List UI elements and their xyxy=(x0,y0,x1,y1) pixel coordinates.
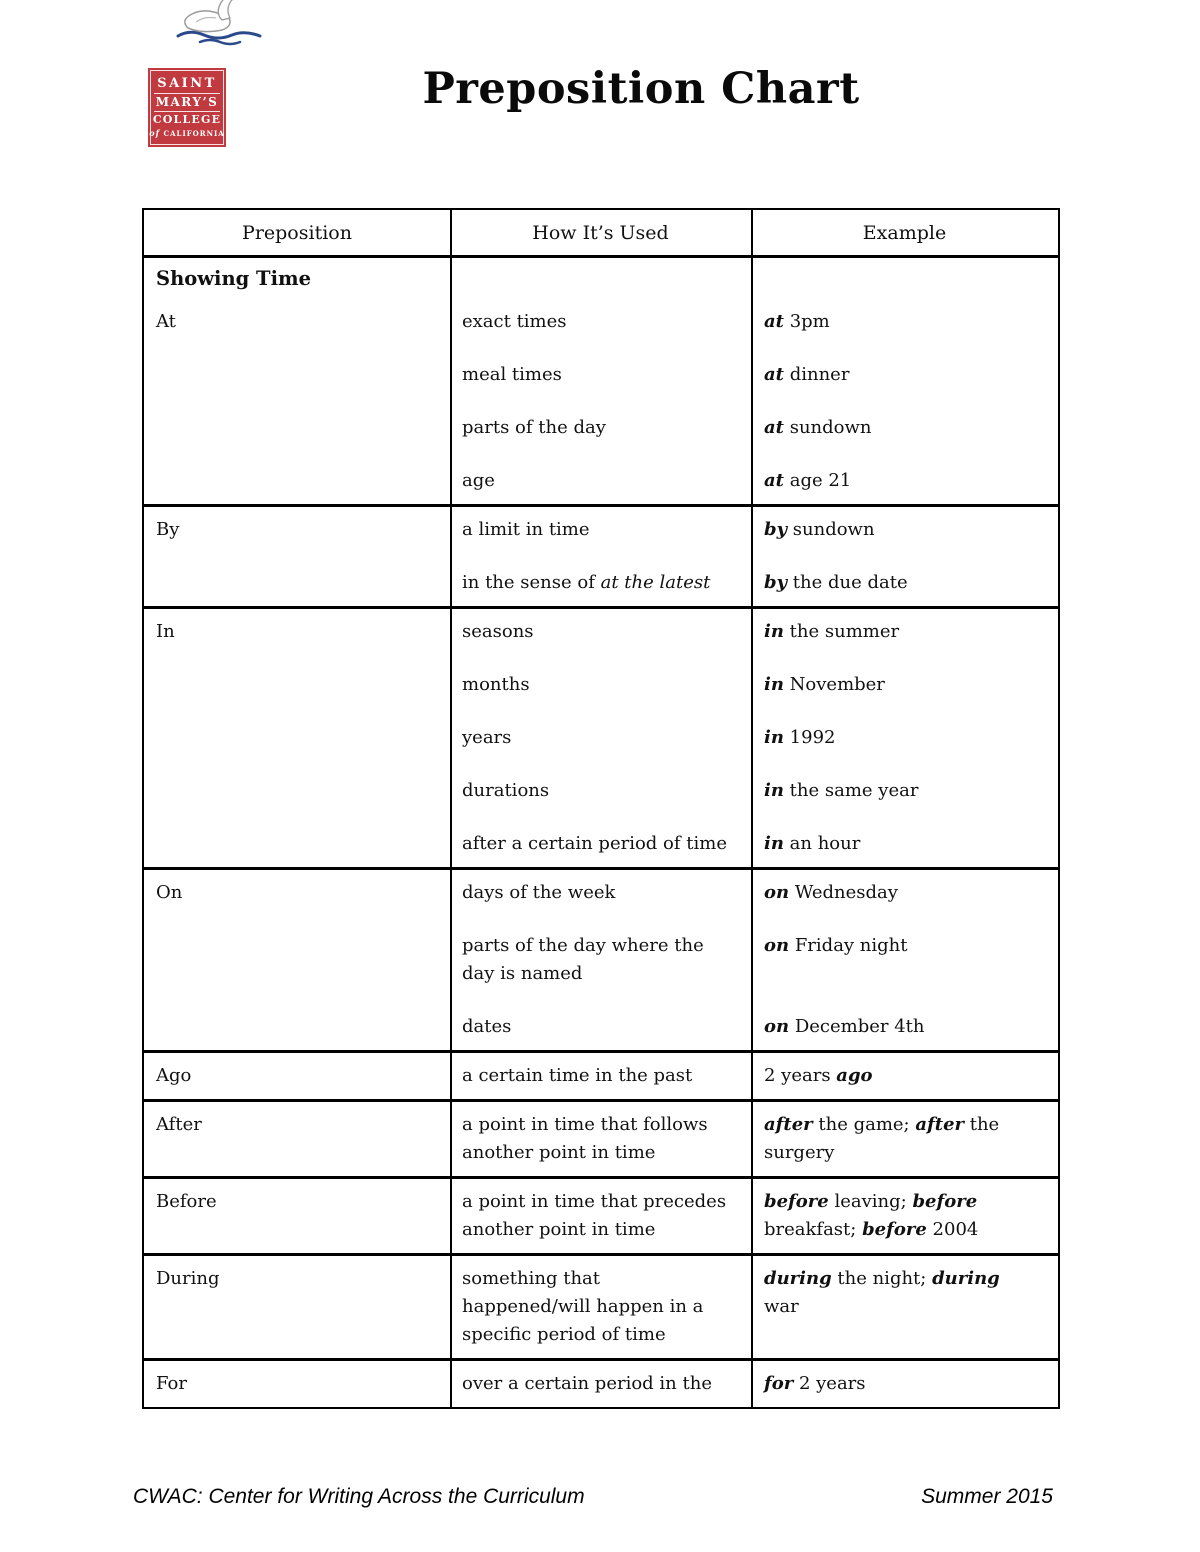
usage-example-pair xyxy=(450,879,1058,907)
preposition-emphasis: in xyxy=(764,780,784,801)
table-row xyxy=(144,1099,1058,1176)
preposition-emphasis: ago xyxy=(836,1065,873,1086)
italic-phrase: at the latest xyxy=(600,572,711,593)
column-divider xyxy=(751,870,753,1050)
text-segment: surgery xyxy=(764,1142,835,1163)
text-segment: dates xyxy=(462,1016,512,1037)
preposition-emphasis: on xyxy=(764,1016,790,1037)
preposition-emphasis: during xyxy=(932,1268,1000,1289)
text-segment: days of the week xyxy=(462,882,616,903)
column-divider xyxy=(751,299,753,504)
column-divider xyxy=(751,258,753,299)
preposition-cell: For xyxy=(156,1373,187,1394)
table-rows xyxy=(144,299,1058,1407)
text-segment: age xyxy=(462,470,495,491)
preposition-emphasis: on xyxy=(764,935,790,956)
example-cell xyxy=(751,1188,1058,1244)
preposition-emphasis: during xyxy=(764,1268,832,1289)
example-cell xyxy=(751,414,1058,442)
example-line xyxy=(764,618,1050,646)
example-line xyxy=(764,1188,1050,1216)
usage-example-pair xyxy=(450,932,1058,988)
example-line xyxy=(764,516,1050,544)
preposition-emphasis: at xyxy=(764,311,784,332)
usage-cell xyxy=(450,724,751,752)
example-cell xyxy=(751,361,1058,389)
usage-line xyxy=(462,467,743,495)
example-cell xyxy=(751,467,1058,495)
usage-example-pair xyxy=(450,361,1058,389)
logo-text-college: COLLEGE xyxy=(152,112,222,126)
example-line xyxy=(764,1062,1050,1090)
example-line xyxy=(764,879,1050,907)
text-segment: years xyxy=(462,727,512,748)
text-segment: Friday night xyxy=(789,935,908,956)
table-row xyxy=(144,1176,1058,1253)
page-title: Preposition Chart xyxy=(422,64,860,114)
example-line xyxy=(764,569,1050,597)
preposition-cell: On xyxy=(156,882,183,903)
usage-cell xyxy=(450,777,751,805)
example-cell xyxy=(751,777,1058,805)
preposition-emphasis: for xyxy=(764,1373,794,1394)
usage-example-pair xyxy=(450,1370,1058,1398)
preposition-emphasis: in xyxy=(764,833,784,854)
text-segment: a limit in time xyxy=(462,519,590,540)
usage-example-pair xyxy=(450,569,1058,597)
footer-right-text: Summer 2015 xyxy=(921,1485,1053,1508)
example-line xyxy=(764,1293,1050,1321)
example-cell xyxy=(751,724,1058,752)
text-segment: December 4th xyxy=(789,1016,925,1037)
text-segment: seasons xyxy=(462,621,534,642)
preposition-cell: During xyxy=(156,1268,220,1289)
preposition-cell: In xyxy=(156,621,175,642)
text-segment: dinner xyxy=(783,364,850,385)
example-cell xyxy=(751,932,1058,988)
usage-example-pair xyxy=(450,777,1058,805)
usage-example-pair xyxy=(450,467,1058,495)
usage-line xyxy=(462,414,743,442)
text-segment: 3pm xyxy=(783,311,830,332)
usage-cell xyxy=(450,414,751,442)
example-line xyxy=(764,1370,1050,1398)
usage-line xyxy=(462,671,743,699)
text-segment: the game; xyxy=(812,1114,916,1135)
usage-line xyxy=(462,1265,743,1293)
column-divider xyxy=(751,1053,753,1099)
usage-example-pair xyxy=(450,1265,1058,1349)
usage-example-column xyxy=(450,1053,1058,1099)
text-segment: sundown xyxy=(783,417,872,438)
example-line xyxy=(764,1216,1050,1244)
text-segment: 2 years xyxy=(793,1373,866,1394)
usage-example-pair xyxy=(450,618,1058,646)
usage-line xyxy=(462,960,743,988)
usage-cell xyxy=(450,1111,751,1167)
text-segment: war xyxy=(764,1296,799,1317)
page-header xyxy=(0,0,1200,208)
usage-cell xyxy=(450,308,751,336)
preposition-cell: Before xyxy=(156,1191,217,1212)
column-divider xyxy=(450,1256,452,1358)
table-row xyxy=(144,299,1058,504)
preposition-emphasis: by xyxy=(764,572,788,593)
column-divider xyxy=(450,1053,452,1099)
column-divider xyxy=(751,1102,753,1176)
usage-line xyxy=(462,1013,743,1041)
usage-line xyxy=(462,1370,743,1398)
usage-example-pair xyxy=(450,1062,1058,1090)
text-segment: 2 years xyxy=(764,1065,837,1086)
text-segment: durations xyxy=(462,780,550,801)
example-cell xyxy=(751,569,1058,597)
text-segment: after a certain period of time xyxy=(462,833,727,854)
text-segment: the summer xyxy=(783,621,900,642)
usage-line xyxy=(462,516,743,544)
text-segment: meal times xyxy=(462,364,562,385)
usage-cell xyxy=(450,618,751,646)
example-line xyxy=(764,671,1050,699)
usage-line xyxy=(462,1293,743,1321)
example-line xyxy=(764,724,1050,752)
usage-example-column xyxy=(450,1102,1058,1176)
usage-line xyxy=(462,777,743,805)
column-divider xyxy=(751,1256,753,1358)
usage-line xyxy=(462,1321,743,1349)
preposition-emphasis: in xyxy=(764,674,784,695)
preposition-emphasis: at xyxy=(764,364,784,385)
column-divider xyxy=(450,258,452,299)
text-segment: an hour xyxy=(783,833,861,854)
usage-cell xyxy=(450,361,751,389)
usage-line xyxy=(462,1062,743,1090)
text-segment: the same year xyxy=(783,780,919,801)
table-row xyxy=(144,867,1058,1050)
text-segment: exact times xyxy=(462,311,567,332)
preposition-emphasis: before xyxy=(862,1219,927,1240)
usage-cell xyxy=(450,1370,751,1398)
text-segment: parts of the day where the xyxy=(462,935,704,956)
example-cell xyxy=(751,308,1058,336)
preposition-emphasis: before xyxy=(764,1191,829,1212)
usage-line xyxy=(462,361,743,389)
usage-cell xyxy=(450,1265,751,1349)
column-divider xyxy=(450,507,452,606)
text-segment: over a certain period in the xyxy=(462,1373,712,1394)
usage-line xyxy=(462,569,743,597)
usage-line xyxy=(462,932,743,960)
example-line xyxy=(764,777,1050,805)
usage-line xyxy=(462,1111,743,1139)
swan-icon xyxy=(170,0,270,50)
usage-example-pair xyxy=(450,1188,1058,1244)
text-segment: breakfast; xyxy=(764,1219,863,1240)
column-divider xyxy=(450,1361,452,1407)
column-header-preposition: Preposition xyxy=(242,221,352,244)
usage-cell xyxy=(450,879,751,907)
text-segment: happened/will happen in a xyxy=(462,1296,704,1317)
text-segment: specific period of time xyxy=(462,1324,666,1345)
preposition-cell: By xyxy=(156,519,180,540)
preposition-emphasis: at xyxy=(764,470,784,491)
column-divider xyxy=(450,1102,452,1176)
preposition-emphasis: after xyxy=(764,1114,813,1135)
section-title: Showing Time xyxy=(156,267,312,290)
usage-cell xyxy=(450,569,751,597)
column-divider xyxy=(450,870,452,1050)
column-divider xyxy=(751,210,753,255)
example-cell xyxy=(751,516,1058,544)
table-row xyxy=(144,1253,1058,1358)
usage-line xyxy=(462,308,743,336)
text-segment: 2004 xyxy=(926,1219,979,1240)
preposition-table xyxy=(142,208,1060,1409)
usage-cell xyxy=(450,1188,751,1244)
usage-line xyxy=(462,830,743,858)
example-cell xyxy=(751,830,1058,858)
usage-example-pair xyxy=(450,1111,1058,1167)
example-line xyxy=(764,1013,1050,1041)
usage-cell xyxy=(450,467,751,495)
usage-cell xyxy=(450,830,751,858)
table-row xyxy=(144,1358,1058,1407)
text-segment: sundown xyxy=(787,519,875,540)
usage-example-column xyxy=(450,609,1058,867)
text-segment: parts of the day xyxy=(462,417,606,438)
usage-example-column xyxy=(450,1179,1058,1253)
section-row xyxy=(144,255,1058,299)
usage-example-column xyxy=(450,1361,1058,1407)
column-divider xyxy=(751,1179,753,1253)
column-divider xyxy=(751,1361,753,1407)
usage-example-pair xyxy=(450,671,1058,699)
usage-line xyxy=(462,879,743,907)
text-segment: leaving; xyxy=(828,1191,913,1212)
preposition-cell: Ago xyxy=(156,1065,192,1086)
example-line xyxy=(764,932,1050,960)
example-cell xyxy=(751,1370,1058,1398)
text-segment: a certain time in the past xyxy=(462,1065,693,1086)
column-divider xyxy=(450,1179,452,1253)
example-line xyxy=(764,414,1050,442)
preposition-emphasis: by xyxy=(764,519,788,540)
text-segment: a point in time that precedes xyxy=(462,1191,727,1212)
text-segment: something that xyxy=(462,1268,601,1289)
usage-example-pair xyxy=(450,830,1058,858)
text-segment: the night; xyxy=(831,1268,933,1289)
example-line xyxy=(764,467,1050,495)
usage-example-column xyxy=(450,299,1058,504)
text-segment: age 21 xyxy=(783,470,852,491)
text-segment: Wednesday xyxy=(789,882,898,903)
table-header-row xyxy=(144,210,1058,255)
preposition-emphasis: on xyxy=(764,882,790,903)
text-segment: day is named xyxy=(462,963,583,984)
usage-example-pair xyxy=(450,308,1058,336)
column-divider xyxy=(450,299,452,504)
example-cell xyxy=(751,1013,1058,1041)
table-row xyxy=(144,606,1058,867)
example-cell xyxy=(751,1265,1058,1349)
usage-example-column xyxy=(450,507,1058,606)
preposition-emphasis: before xyxy=(912,1191,978,1212)
logo-text-saint: SAINT xyxy=(157,76,217,92)
usage-cell xyxy=(450,1013,751,1041)
example-line xyxy=(764,308,1050,336)
usage-line xyxy=(462,1188,743,1216)
text-segment: another point in time xyxy=(462,1142,656,1163)
column-divider xyxy=(450,609,452,867)
text-segment: months xyxy=(462,674,530,695)
example-line xyxy=(764,1139,1050,1167)
usage-cell xyxy=(450,932,751,988)
column-header-example: Example xyxy=(862,221,947,244)
usage-cell xyxy=(450,516,751,544)
usage-example-pair xyxy=(450,724,1058,752)
logo-text-marys: MARY’S xyxy=(155,95,219,110)
example-line xyxy=(764,1265,1050,1293)
usage-example-pair xyxy=(450,1013,1058,1041)
usage-example-pair xyxy=(450,516,1058,544)
text-segment: 1992 xyxy=(783,727,836,748)
text-segment: November xyxy=(783,674,885,695)
column-divider xyxy=(751,609,753,867)
text-segment: the xyxy=(964,1114,1000,1135)
usage-example-pair xyxy=(450,414,1058,442)
text-segment: in the sense of xyxy=(462,572,601,593)
text-segment: another point in time xyxy=(462,1219,656,1240)
usage-cell xyxy=(450,1062,751,1090)
example-cell xyxy=(751,1062,1058,1090)
preposition-emphasis: at xyxy=(764,417,784,438)
preposition-emphasis: after xyxy=(915,1114,964,1135)
usage-cell xyxy=(450,671,751,699)
table-row xyxy=(144,504,1058,606)
column-divider xyxy=(751,507,753,606)
usage-line xyxy=(462,724,743,752)
usage-line xyxy=(462,1139,743,1167)
preposition-cell: At xyxy=(156,311,176,332)
example-cell xyxy=(751,671,1058,699)
example-cell xyxy=(751,1111,1058,1167)
preposition-emphasis: in xyxy=(764,621,784,642)
text-segment: a point in time that follows xyxy=(462,1114,708,1135)
page-footer xyxy=(133,1485,1053,1509)
footer-left-text: CWAC: Center for Writing Across the Curriculum xyxy=(133,1485,585,1508)
example-cell xyxy=(751,879,1058,907)
usage-example-column xyxy=(450,870,1058,1050)
usage-example-column xyxy=(450,1256,1058,1358)
preposition-cell: After xyxy=(156,1114,202,1135)
example-cell xyxy=(751,618,1058,646)
column-divider xyxy=(450,210,452,255)
table-row xyxy=(144,1050,1058,1099)
logo-text-of-california: of CALIFORNIA xyxy=(149,127,225,138)
text-segment: the due date xyxy=(787,572,908,593)
example-line xyxy=(764,830,1050,858)
preposition-emphasis: in xyxy=(764,727,784,748)
usage-line xyxy=(462,618,743,646)
example-line xyxy=(764,1111,1050,1139)
usage-line xyxy=(462,1216,743,1244)
column-header-usage: How It’s Used xyxy=(532,221,669,244)
example-line xyxy=(764,361,1050,389)
